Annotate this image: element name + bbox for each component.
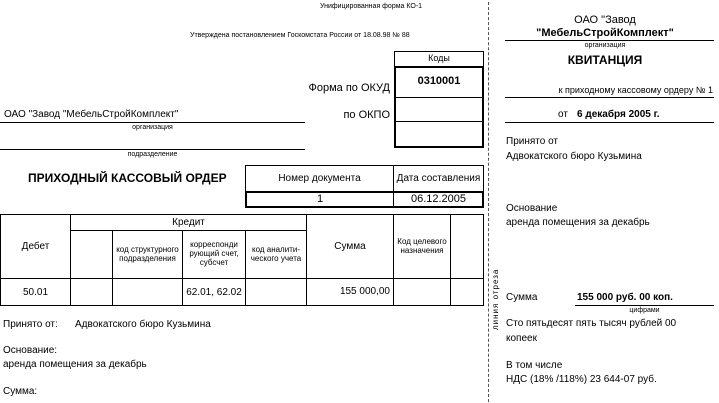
receipt-date: 6 декабря 2005 г. (577, 109, 660, 120)
analytic-code-header: код аналити-ческого учета (250, 244, 302, 263)
doc-date-value: 06.12.2005 (410, 193, 467, 206)
credit-header: Кредит (172, 217, 205, 228)
doc-number-label: Номер документа (278, 173, 361, 184)
receipt-org-underline (505, 40, 714, 41)
codes-divider-2 (395, 121, 483, 122)
sum-header: Сумма (334, 241, 366, 252)
okud-label: Форма по ОКУД (308, 82, 390, 94)
receipt-org-line2: "МебельСтройКомплект" (536, 27, 674, 39)
receipt-basis-value: аренда помещения за декабрь (506, 217, 650, 228)
doc-date-label: Дата составления (396, 173, 481, 184)
codes-header-cell (394, 51, 484, 67)
basis-value: аренда помещения за декабрь (3, 359, 147, 370)
cut-line (488, 2, 497, 402)
receipt-order-underline (505, 97, 714, 98)
receipt-basis-label: Основание (506, 203, 558, 214)
row-corr-account: 62.01, 62.02 (186, 286, 242, 298)
division-caption: подразделение (127, 151, 178, 158)
receipt-sum-words-1: Сто пятьдесят пять тысяч рублей 00 (506, 318, 677, 329)
form-type: Унифицированная форма КО-1 (320, 3, 423, 10)
approval-note: Утверждена постановлением Госкомстата России от 18.08.98 № 88 (190, 32, 410, 39)
order-title: ПРИХОДНЫЙ КАССОВЫЙ ОРДЕР (28, 171, 227, 185)
col-line-8 (483, 214, 484, 306)
codes-title: Коды (428, 53, 450, 64)
corr-account-header: корреспонди рующий счет, субсчет (189, 240, 239, 267)
okud-code: 0310001 (417, 74, 461, 87)
receipt-sum-label: Сумма (506, 292, 538, 303)
receipt-date-underline (505, 122, 714, 123)
receipt-to-order: к приходному кассовому ордеру № 1 (558, 85, 713, 95)
table-bottom-line (0, 305, 484, 306)
org-underline (0, 122, 305, 123)
receipt-sum-digits: 155 000 руб. 00 коп. (577, 292, 673, 303)
col-line-7 (450, 214, 451, 306)
debit-header: Дебет (21, 241, 50, 252)
basis-label: Основание: (3, 345, 58, 356)
receipt-sum-words-2: копеек (506, 333, 537, 344)
receipt-date-prefix: от (558, 109, 568, 120)
organization-name: ОАО "Завод "МебельСтройКомплект" (4, 109, 179, 120)
row-debit: 50.01 (22, 286, 49, 298)
purpose-code-header: Код целевого назначения (397, 236, 447, 255)
receipt-title: КВИТАНЦИЯ (567, 53, 643, 67)
receipt-received-label: Принято от (506, 136, 559, 147)
receipt-incl-label: В том числе (506, 360, 563, 371)
receipt-sum-underline (575, 305, 714, 306)
sum-label: Сумма: (3, 386, 38, 397)
okpo-code (395, 98, 483, 120)
cut-line-label: линия отреза (491, 268, 500, 330)
receipt-vat: НДС (18% /118%) 23 644-07 руб. (506, 374, 657, 385)
receipt-digits-caption: цифрами (629, 307, 660, 314)
okpo-label: по ОКПО (343, 109, 390, 121)
organization-caption: организация (132, 124, 173, 131)
receipt-org-caption: организация (584, 42, 626, 49)
received-from-label: Принято от: (3, 319, 58, 330)
receipt-received-value: Адвокатского бюро Кузьмина (506, 151, 642, 162)
doc-number-value: 1 (316, 193, 324, 206)
received-from-value: Адвокатского бюро Кузьмина (75, 319, 211, 330)
receipt-org-line1: ОАО "Завод (574, 14, 636, 26)
division-underline (0, 149, 305, 150)
dept-code-header: код структурного подразделения (116, 244, 179, 263)
row-sum: 155 000,00 (339, 286, 390, 297)
